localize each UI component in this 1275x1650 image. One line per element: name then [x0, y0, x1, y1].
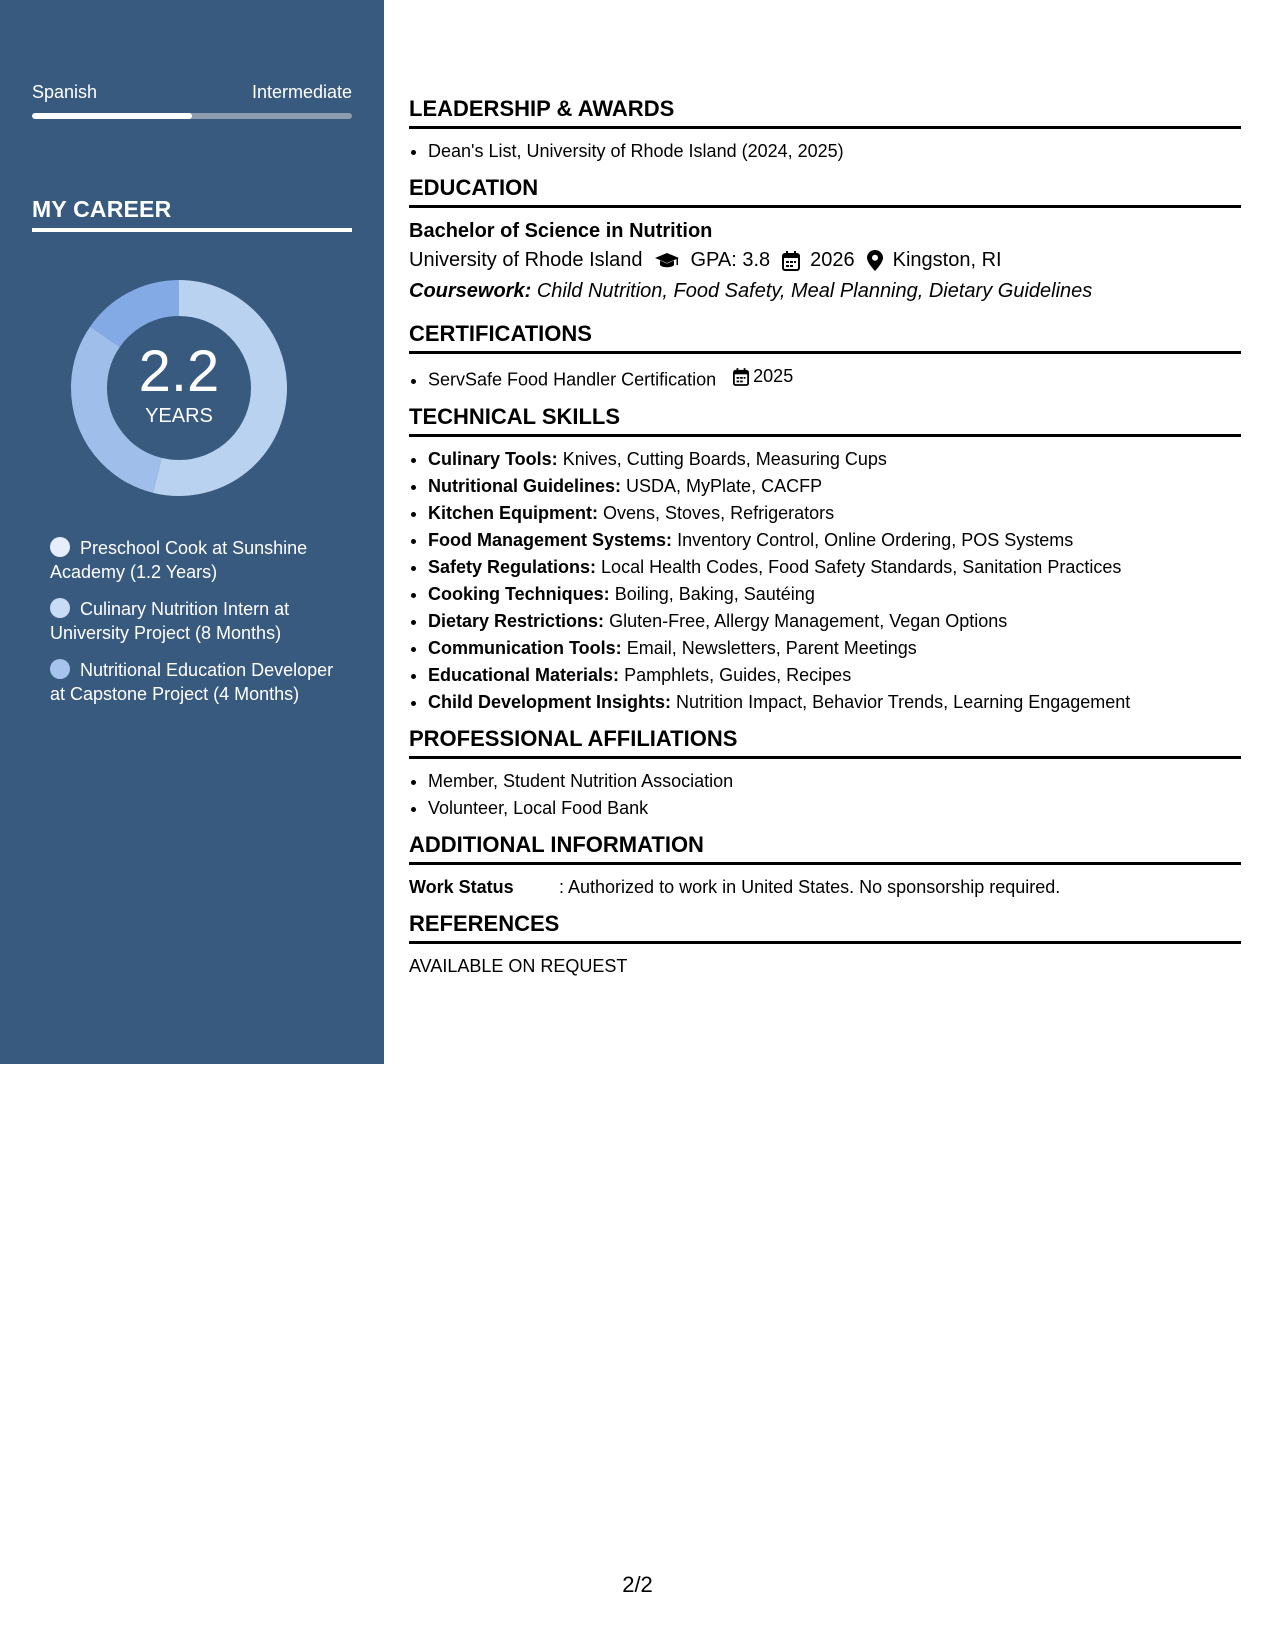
work-status-row — [409, 874, 1241, 901]
career-donut-center — [66, 275, 292, 501]
skill-label: Cooking Techniques: — [428, 583, 610, 604]
list-item: • Dean's List, University of Rhode Island (2024, 2025) — [428, 138, 1241, 165]
skill-label: Safety Regulations: — [428, 556, 597, 577]
section-divider — [409, 756, 1241, 759]
section-divider — [409, 205, 1241, 208]
graduation-cap-icon — [654, 252, 680, 270]
skill-value: Email, Newsletters, Parent Meetings — [626, 637, 917, 658]
education-details — [409, 245, 1241, 276]
education-section — [409, 175, 1241, 307]
skill-label: Food Management Systems: — [428, 529, 673, 550]
list-item — [428, 500, 1241, 527]
language-level: Intermediate — [251, 82, 352, 102]
list-item — [428, 689, 1241, 716]
section-divider — [409, 351, 1241, 354]
affiliations-section — [409, 726, 1241, 822]
section-title: LEADERSHIP & AWARDS — [409, 96, 675, 121]
section-title: TECHNICAL SKILLS — [409, 403, 621, 429]
list-item — [428, 635, 1241, 662]
section-title: PROFESSIONAL AFFILIATIONS — [409, 725, 738, 751]
section-divider — [409, 941, 1241, 944]
education-year: 2026 — [810, 249, 855, 271]
skill-label: Child Development Insights: — [428, 691, 672, 712]
legend-dot-icon — [50, 598, 70, 618]
career-title: MY CAREER — [32, 196, 172, 222]
affiliations-list — [409, 768, 1241, 822]
career-divider — [32, 228, 352, 232]
sidebar — [0, 0, 384, 1064]
career-donut-chart — [66, 275, 292, 501]
section-divider — [409, 434, 1241, 437]
language-proficiency-bar — [32, 113, 352, 119]
language-row — [32, 82, 352, 103]
certification-date — [733, 363, 793, 390]
skill-label: Kitchen Equipment: — [428, 502, 598, 523]
skill-value: Inventory Control, Online Ordering, POS Systems — [677, 529, 1074, 550]
career-legend — [50, 536, 340, 719]
skill-value: Knives, Cutting Boards, Measuring Cups — [562, 448, 887, 469]
legend-dot-icon — [50, 537, 70, 557]
list-item: • Volunteer, Local Food Bank — [428, 795, 1241, 822]
additional-info-section — [409, 832, 1241, 901]
career-legend-item — [50, 536, 340, 584]
certifications-section — [409, 321, 1241, 394]
page-number: 2/2 — [622, 1572, 653, 1597]
skill-value: USDA, MyPlate, CACFP — [626, 475, 823, 496]
career-total-unit: YEARS — [145, 404, 213, 427]
career-legend-item — [50, 658, 340, 706]
education-school: University of Rhode Island — [409, 249, 643, 271]
work-status-value: : Authorized to work in United States. No sponsorship required. — [559, 876, 1061, 897]
list-item — [428, 446, 1241, 473]
location-pin-icon — [867, 250, 883, 271]
list-item — [428, 527, 1241, 554]
career-legend-item — [50, 597, 340, 645]
list-item — [428, 608, 1241, 635]
career-legend-label: Nutritional Education Developer at Capstone Project (4 Months) — [50, 660, 334, 704]
references-text: AVAILABLE ON REQUEST — [409, 955, 628, 976]
skill-label: Communication Tools: — [428, 637, 622, 658]
section-title: REFERENCES — [409, 910, 560, 936]
leadership-list — [409, 138, 1241, 165]
skill-value: Gluten-Free, Allergy Management, Vegan Options — [609, 610, 1008, 631]
education-coursework — [409, 276, 1241, 307]
education-gpa: GPA: 3.8 — [690, 249, 771, 271]
references-section — [409, 911, 1241, 980]
certifications-list — [409, 363, 1241, 394]
language-proficiency-fill — [32, 113, 192, 119]
calendar-icon — [733, 368, 749, 386]
list-item — [428, 662, 1241, 689]
list-item — [428, 554, 1241, 581]
skill-value: Boiling, Baking, Sautéing — [614, 583, 815, 604]
skills-list — [409, 446, 1241, 716]
career-total-value: 2.2 — [138, 338, 220, 404]
career-legend-label: Culinary Nutrition Intern at University Project (8 Months) — [50, 599, 290, 643]
skill-label: Educational Materials: — [428, 664, 620, 685]
education-location: Kingston, RI — [892, 249, 1002, 271]
language-name: Spanish — [32, 82, 98, 102]
legend-dot-icon — [50, 659, 70, 679]
section-title: EDUCATION — [409, 175, 539, 200]
list-item — [428, 363, 1241, 394]
section-title: ADDITIONAL INFORMATION — [409, 831, 704, 857]
certification-name: ServSafe Food Handler Certification — [428, 369, 717, 390]
coursework-label: Coursework: — [409, 280, 532, 302]
section-divider — [409, 862, 1241, 865]
list-item: • Member, Student Nutrition Association — [428, 768, 1241, 795]
skill-label: Dietary Restrictions: — [428, 610, 605, 631]
skill-label: Culinary Tools: — [428, 448, 558, 469]
work-status-label: Work Status — [409, 876, 514, 897]
skills-section — [409, 404, 1241, 716]
skill-value: Nutrition Impact, Behavior Trends, Learning Engagement — [676, 691, 1131, 712]
certification-year: 2025 — [753, 366, 794, 386]
list-item — [428, 473, 1241, 500]
leadership-section — [409, 96, 1241, 165]
main-content — [409, 96, 1241, 990]
section-divider — [409, 126, 1241, 129]
skill-value: Pamphlets, Guides, Recipes — [624, 664, 852, 685]
skill-value: Local Health Codes, Food Safety Standards, Sanitation Practices — [601, 556, 1122, 577]
coursework-list: Child Nutrition, Food Safety, Meal Planning, Dietary Guidelines — [536, 280, 1093, 302]
skill-label: Nutritional Guidelines: — [428, 475, 622, 496]
calendar-icon — [782, 251, 800, 271]
skill-value: Ovens, Stoves, Refrigerators — [603, 502, 835, 523]
education-degree: Bachelor of Science in Nutrition — [409, 220, 713, 242]
list-item — [428, 581, 1241, 608]
career-legend-label: Preschool Cook at Sunshine Academy (1.2 Years) — [50, 538, 308, 582]
section-title: CERTIFICATIONS — [409, 321, 592, 346]
